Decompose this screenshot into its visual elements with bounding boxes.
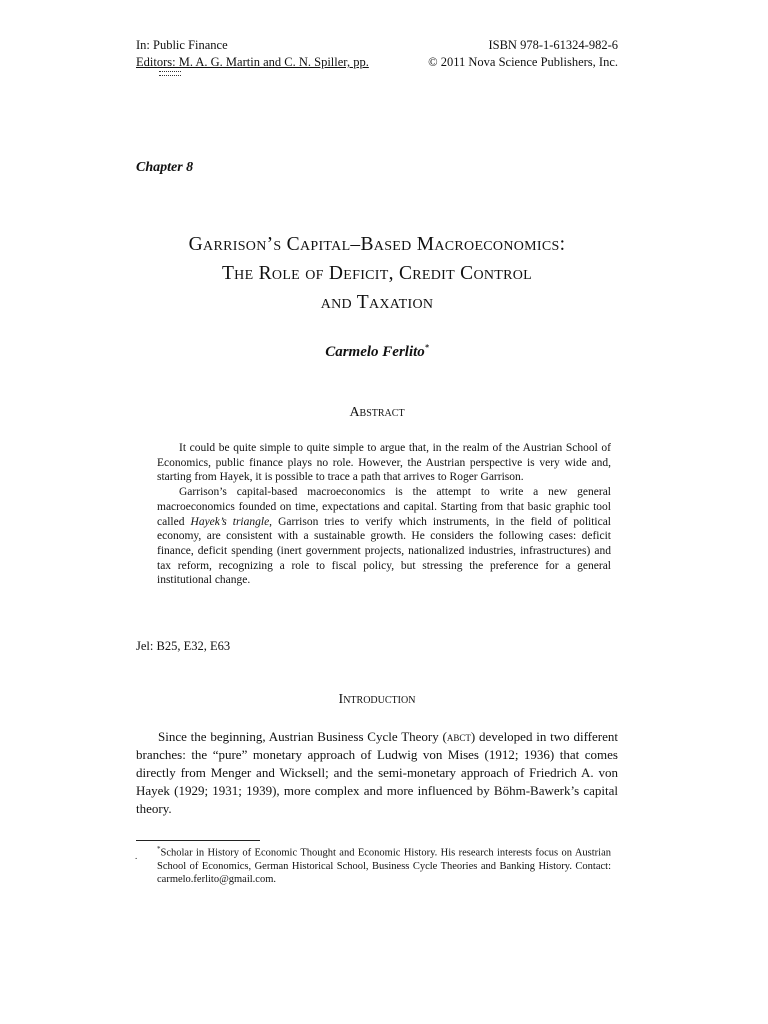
abstract-p2-emphasis: Hayek’s triangle	[190, 515, 270, 528]
introduction-heading: Introduction	[338, 692, 416, 707]
title-line-1: Garrison’s Capital–Based Macroeconomics:	[188, 234, 566, 255]
book-title: In: Public Finance	[136, 38, 228, 52]
abct-abbreviation: abct	[446, 729, 471, 744]
title-line-2: The Role of Deficit, Credit Control	[221, 263, 533, 284]
copyright: © 2011 Nova Science Publishers, Inc.	[428, 55, 618, 69]
abstract-paragraph-1: It could be quite simple to quite simple to argue that, in the realm of the Austrian School of Economics, public finance plays no role. However, the Austrian perspective is very wide and, starting from Hayek, it is possible to trace a path that arrives to Roger Garrison.	[157, 442, 611, 484]
footnote-rule	[136, 840, 260, 841]
abstract-heading: Abstract	[349, 405, 405, 420]
author-name: Carmelo Ferlito	[325, 344, 425, 360]
abstract-p2-text-b: , Garrison tries to verify which instruments, in the field of political economy, are consistent with a sustainable growth. He considers the following cases: deficit finance, deficit spending (inert government projects, nationalized industries, infrastructures) and tax reform, recognizing a role to fiscal policy, but stressing the preference for a general institutional change.	[157, 515, 612, 587]
author-footnote-mark: *	[424, 343, 429, 352]
author	[136, 343, 618, 361]
footnote-mark: *	[157, 845, 161, 853]
abstract	[157, 441, 611, 588]
abstract-p2-text-a: Garrison’s capital-based macroeconomics is the attempt to write a new general macroeconomics founded on time, expectations and capital. Starting from that basic graphic tool called	[157, 486, 611, 528]
jel-codes: Jel: B25, E32, E63	[136, 639, 231, 653]
title-line-3: and Taxation	[320, 292, 434, 313]
isbn: ISBN 978-1-61324-982-6	[488, 38, 618, 52]
chapter-label: Chapter 8	[136, 160, 194, 175]
introduction-body	[136, 728, 618, 818]
footnote	[157, 843, 611, 887]
introduction-paragraph-1	[136, 728, 618, 818]
editors: Editors: M. A. G. Martin and C. N. Spiller, pp.	[136, 55, 369, 69]
running-header-line-2	[136, 54, 618, 70]
running-header-line-1	[136, 37, 618, 53]
footnote-dot: .	[135, 851, 138, 861]
abstract-paragraph-2	[157, 485, 611, 588]
intro-text-b: ) developed in two different branches: the “pure” monetary approach of Ludwig von Mises (1912; 1936) that comes directly from Menger and Wicksell; and the semi-monetary approach of Friedrich A. von Hayek (1929; 1931; 1939), more complex and more influenced by Böhm-Bawerk’s capital theory.	[136, 729, 618, 816]
header-mark	[159, 71, 181, 76]
paper-title	[136, 230, 618, 317]
footnote-text: Scholar in History of Economic Thought and Economic History. His research interests focus on Austrian School of Economics, German Historical School, Business Cycle Theories and Banking History. Contact: carmelo.ferlito@gmail.com.	[157, 847, 611, 886]
intro-text-a: Since the beginning, Austrian Business Cycle Theory (	[158, 729, 447, 744]
